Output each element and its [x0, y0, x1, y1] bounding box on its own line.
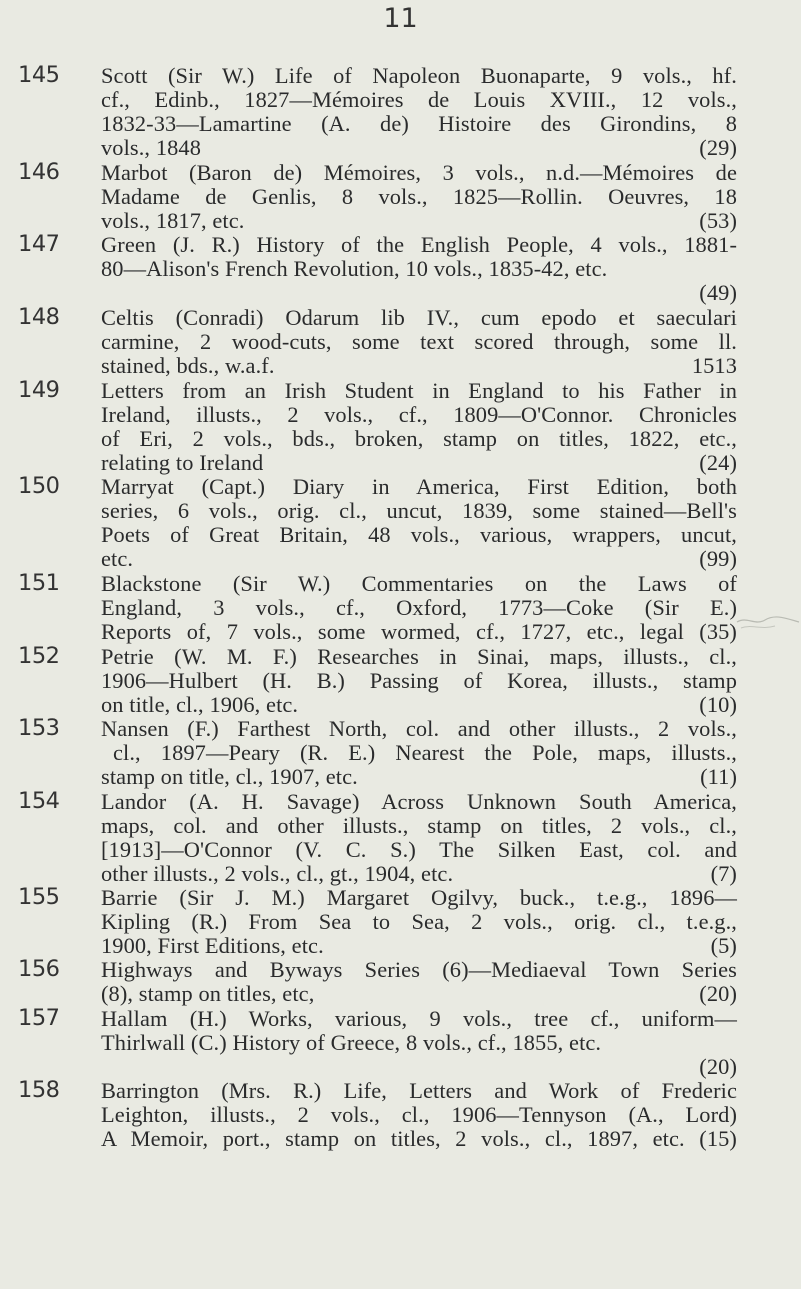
lot-description	[101, 717, 737, 789]
lot-number: 158	[18, 1077, 60, 1103]
description-line: Marbot (Baron de) Mémoires, 3 vols., n.d.—Mémoires de	[101, 160, 737, 185]
description-line: cl., 1897—Peary (R. E.) Nearest the Pole, maps, illusts.,	[113, 739, 737, 765]
lot-description	[101, 572, 737, 644]
lot-price: (5)	[710, 932, 737, 958]
description-line: Barrington (Mrs. R.) Life, Letters and Work of Frederic	[101, 1078, 737, 1103]
lot-price: (29)	[699, 134, 737, 160]
description-line: Leighton, illusts., 2 vols., cl., 1906—Tennyson (A., Lord)	[101, 1101, 737, 1127]
lot-number: 149	[18, 377, 60, 403]
lot-description	[101, 475, 737, 571]
description-text: vols., 1817, etc.	[101, 207, 245, 233]
lot-description	[101, 306, 737, 378]
lot-price: (20)	[699, 1053, 737, 1079]
lot-number: 150	[18, 473, 60, 499]
page-number: 11	[383, 3, 418, 34]
description-line	[101, 693, 737, 717]
lot-price: (10)	[699, 691, 737, 717]
lot-description	[101, 64, 737, 160]
description-line: Marryat (Capt.) Diary in America, First Edition, both	[101, 474, 737, 499]
description-text: etc.	[101, 545, 134, 571]
lot-price: (49)	[699, 279, 737, 305]
description-line: Reports of, 7 vols., some wormed, cf., 1727, etc., legal (35)	[101, 618, 737, 644]
description-line: carmine, 2 wood-cuts, some text scored through, some ll.	[101, 328, 737, 354]
description-line	[101, 354, 737, 378]
description-line	[101, 136, 737, 160]
lot-number: 145	[18, 62, 60, 88]
lot-number: 148	[18, 304, 60, 330]
lot-price: (20)	[699, 980, 737, 1006]
description-line: Celtis (Conradi) Odarum lib IV., cum epodo et saeculari	[101, 305, 737, 330]
description-line: Hallam (H.) Works, various, 9 vols., tree cf., uniform—	[101, 1006, 737, 1031]
lot-description	[101, 886, 737, 958]
description-text: stamp on title, cl., 1907, etc.	[101, 763, 358, 789]
lot-description	[101, 790, 737, 886]
description-line: 1832-33—Lamartine (A. de) Histoire des Girondins, 8	[101, 110, 737, 136]
description-line: Letters from an Irish Student in England to his Father in	[101, 378, 737, 403]
description-line	[101, 281, 737, 305]
description-line: of Eri, 2 vols., bds., broken, stamp on titles, 1822, etc.,	[101, 425, 737, 451]
lot-number: 157	[18, 1005, 60, 1031]
lot-description	[101, 1079, 737, 1151]
description-line	[101, 547, 737, 571]
description-line	[101, 982, 737, 1006]
description-line	[101, 862, 737, 886]
lot-price: 1513	[691, 352, 737, 378]
lot-price: (11)	[700, 763, 737, 789]
lot-description	[101, 958, 737, 1006]
lot-price: (99)	[699, 545, 737, 571]
description-line: Barrie (Sir J. M.) Margaret Ogilvy, buck., t.e.g., 1896—	[101, 885, 737, 910]
description-line: A Memoir, port., stamp on titles, 2 vols., cl., 1897, etc. (15)	[101, 1125, 737, 1151]
description-line: series, 6 vols., orig. cl., uncut, 1839, some stained—Bell's	[101, 497, 737, 523]
description-line: Nansen (F.) Farthest North, col. and other illusts., 2 vols.,	[101, 716, 737, 741]
description-line: England, 3 vols., cf., Oxford, 1773—Coke (Sir E.)	[101, 594, 737, 620]
description-text: on title, cl., 1906, etc.	[101, 691, 299, 717]
description-line: Green (J. R.) History of the English People, 4 vols., 1881-	[101, 232, 737, 257]
description-line: cf., Edinb., 1827—Mémoires de Louis XVIII., 12 vols.,	[101, 86, 737, 112]
lot-number: 146	[18, 159, 60, 185]
description-line	[101, 209, 737, 233]
description-line	[101, 765, 737, 789]
description-line: Highways and Byways Series (6)—Mediaeval Town Series	[101, 957, 737, 982]
lot-number: 155	[18, 884, 60, 910]
lot-number: 153	[18, 715, 60, 741]
lot-description	[101, 161, 737, 233]
lot-number: 147	[18, 231, 60, 257]
lot-number: 154	[18, 788, 60, 814]
lot-price: (24)	[699, 449, 737, 475]
description-line: Petrie (W. M. F.) Researches in Sinai, maps, illusts., cl.,	[101, 644, 737, 669]
description-text: vols., 1848	[101, 134, 201, 160]
description-line: Poets of Great Britain, 48 vols., various, wrappers, uncut,	[101, 521, 737, 547]
description-text: (8), stamp on titles, etc,	[101, 980, 315, 1006]
description-line: [1913]—O'Connor (V. C. S.) The Silken East, col. and	[101, 836, 737, 862]
lot-price: (53)	[699, 207, 737, 233]
description-line	[101, 934, 737, 958]
lot-price: (7)	[710, 860, 737, 886]
description-line: 1906—Hulbert (H. B.) Passing of Korea, illusts., stamp	[101, 667, 737, 693]
description-line: maps, col. and other illusts., stamp on titles, 2 vols., cl.,	[101, 812, 737, 838]
description-text: other illusts., 2 vols., cl., gt., 1904, etc.	[101, 860, 454, 886]
lot-description	[101, 1007, 737, 1079]
description-line: Thirlwall (C.) History of Greece, 8 vols., cf., 1855, etc.	[101, 1029, 602, 1055]
lot-number: 151	[18, 570, 60, 596]
description-line: Blackstone (Sir W.) Commentaries on the Laws of	[101, 571, 737, 596]
ink-stain	[735, 608, 801, 638]
description-line: Landor (A. H. Savage) Across Unknown South America,	[101, 789, 737, 814]
description-line: Madame de Genlis, 8 vols., 1825—Rollin. Oeuvres, 18	[101, 183, 737, 209]
description-line	[101, 451, 737, 475]
lot-number: 152	[18, 643, 60, 669]
lot-number: 156	[18, 956, 60, 982]
lot-description	[101, 645, 737, 717]
description-line: Scott (Sir W.) Life of Napoleon Buonaparte, 9 vols., hf.	[101, 63, 737, 88]
description-line: Kipling (R.) From Sea to Sea, 2 vols., orig. cl., t.e.g.,	[101, 908, 737, 934]
description-text: relating to Ireland	[101, 449, 264, 475]
description-line: Ireland, illusts., 2 vols., cf., 1809—O'Connor. Chronicles	[101, 401, 737, 427]
lot-description	[101, 379, 737, 475]
description-line	[101, 1055, 737, 1079]
description-text: 1900, First Editions, etc.	[101, 932, 324, 958]
description-line: 80—Alison's French Revolution, 10 vols., 1835-42, etc.	[101, 255, 608, 281]
description-text: stained, bds., w.a.f.	[101, 352, 275, 378]
lot-description	[101, 233, 737, 305]
